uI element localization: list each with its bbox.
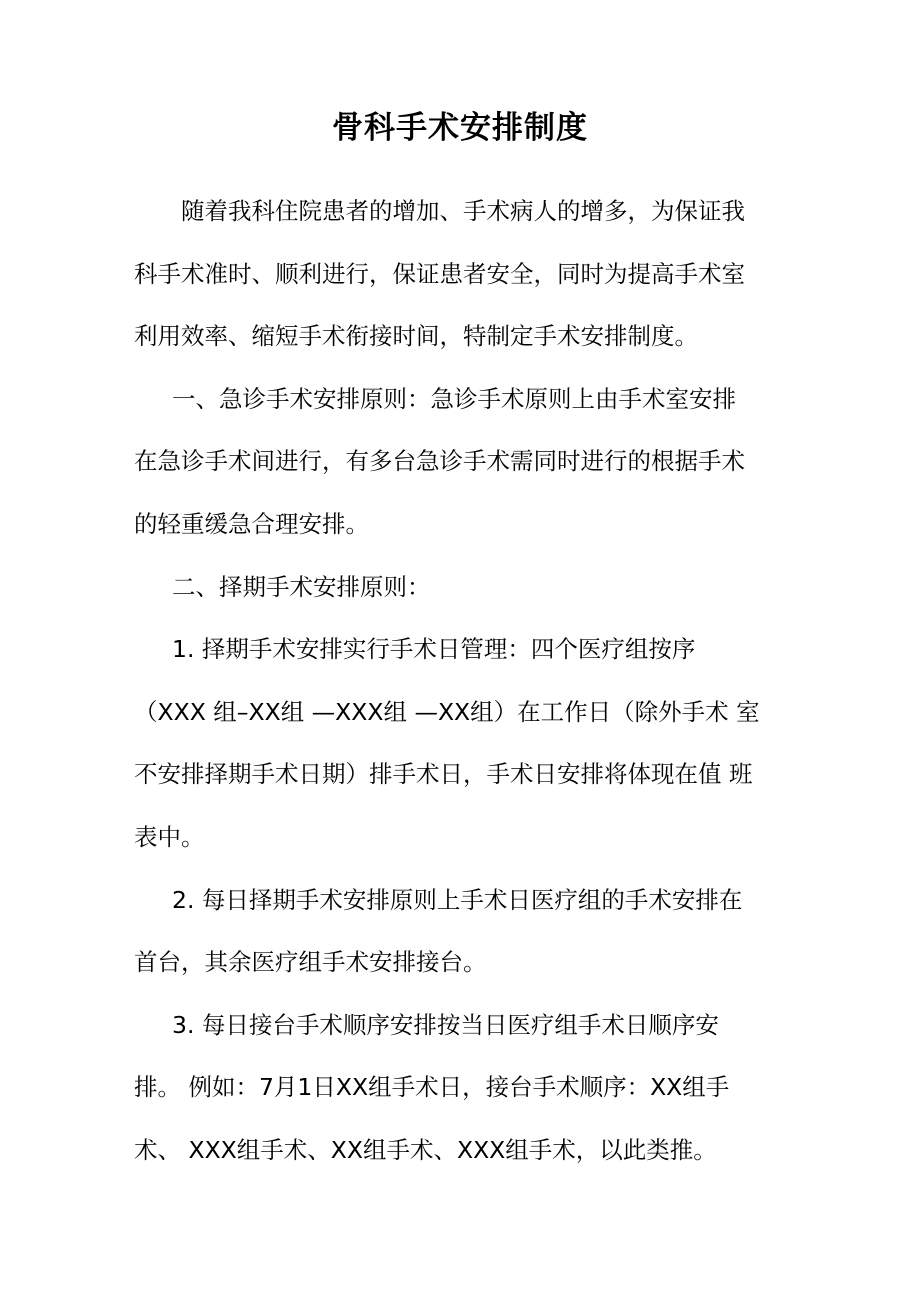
paragraph-line: 一、急诊手术安排原则：急诊手术原则上由手术室安排 <box>172 384 736 413</box>
paragraph-line: 利用效率、缩短手术衔接时间，特制定手术安排制度。 <box>134 322 698 351</box>
document-body <box>134 180 794 1182</box>
paragraph-line: 在急诊手术间进行，有多台急诊手术需同时进行的根据手术 <box>134 447 745 476</box>
paragraph-line: 不安排择期手术日期）排手术日，手术日安排将体现在值 班 <box>134 760 753 789</box>
paragraph-line: 首台，其余医疗组手术安排接台。 <box>134 948 487 977</box>
document-title: 骨科手术安排制度 <box>332 110 588 146</box>
section-heading: 二、择期手术安排原则： <box>172 572 431 601</box>
paragraph-line: 科手术准时、顺利进行，保证患者安全，同时为提高手术室 <box>134 259 745 288</box>
paragraph-line: （XXX 组–XX组 —XXX组 —XX组）在工作日（除外手术 室 <box>134 697 760 726</box>
paragraph-line: 2. 每日择期手术安排原则上手术日医疗组的手术安排在 <box>172 885 743 914</box>
paragraph-line: 3. 每日接台手术顺序安排按当日医疗组手术日顺序安 <box>172 1010 719 1039</box>
paragraph-line: 表中。 <box>134 822 205 851</box>
paragraph-line: 随着我科住院患者的增加、手术病人的增多，为保证我 <box>181 197 745 225</box>
paragraph-line: 1. 择期手术安排实行手术日管理：四个医疗组按序 <box>172 635 696 664</box>
paragraph-line: 的轻重缓急合理安排。 <box>134 509 369 538</box>
paragraph-line: 排。 例如：7月1日XX组手术日，接台手术顺序：XX组手 <box>134 1073 730 1102</box>
paragraph-line: 术、 XXX组手术、XX组手术、XXX组手术，以此类推。 <box>134 1135 717 1164</box>
